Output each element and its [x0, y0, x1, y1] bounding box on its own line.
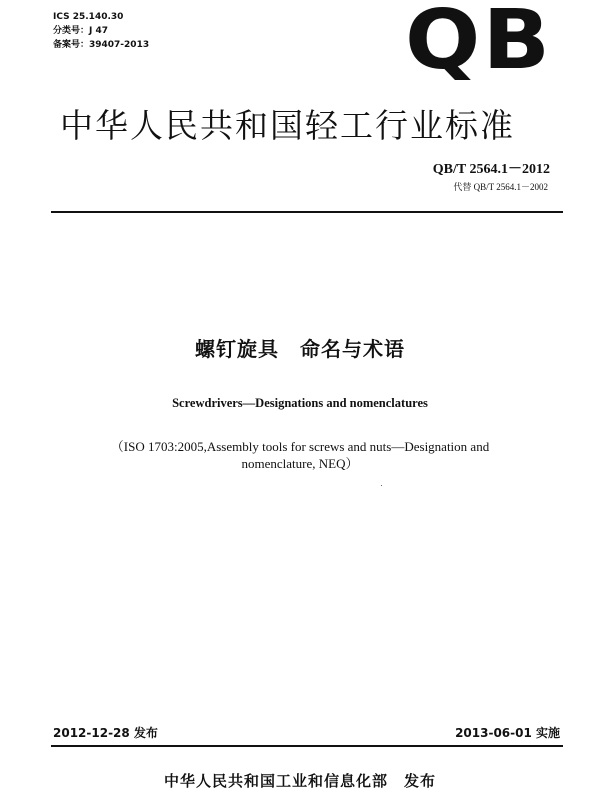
iso-reference-line-1: （ISO 1703:2005,Assembly tools for screws and nuts—Designation and [110, 439, 490, 454]
implement-date: 2013-06-01 实施 [455, 726, 560, 740]
top-divider [51, 211, 563, 213]
standard-category: 中华人民共和国轻工行业标准 [60, 106, 515, 145]
ics-code: ICS 25.140.30 [53, 12, 124, 22]
qb-logo: QB [405, 0, 553, 88]
standard-code: QB/T 2564.1－2012 [432, 162, 550, 177]
document-meta [53, 10, 149, 52]
classification-number: 分类号：J 47 [53, 26, 109, 36]
bottom-divider [51, 745, 563, 747]
iso-reference [0, 438, 600, 472]
issuing-authority: 中华人民共和国工业和信息化部 发布 [163, 772, 436, 790]
scan-speck [381, 485, 382, 486]
replaced-standard: 代替 QB/T 2564.1－2002 [453, 182, 548, 192]
title-chinese: 螺钉旋具 命名与术语 [195, 337, 405, 361]
title-english: Screwdrivers—Designations and nomenclatures [172, 396, 428, 410]
publish-date: 2012-12-28 发布 [53, 726, 158, 740]
record-number: 备案号：39407-2013 [53, 40, 150, 50]
iso-reference-line-2: nomenclature, NEQ） [241, 456, 359, 471]
